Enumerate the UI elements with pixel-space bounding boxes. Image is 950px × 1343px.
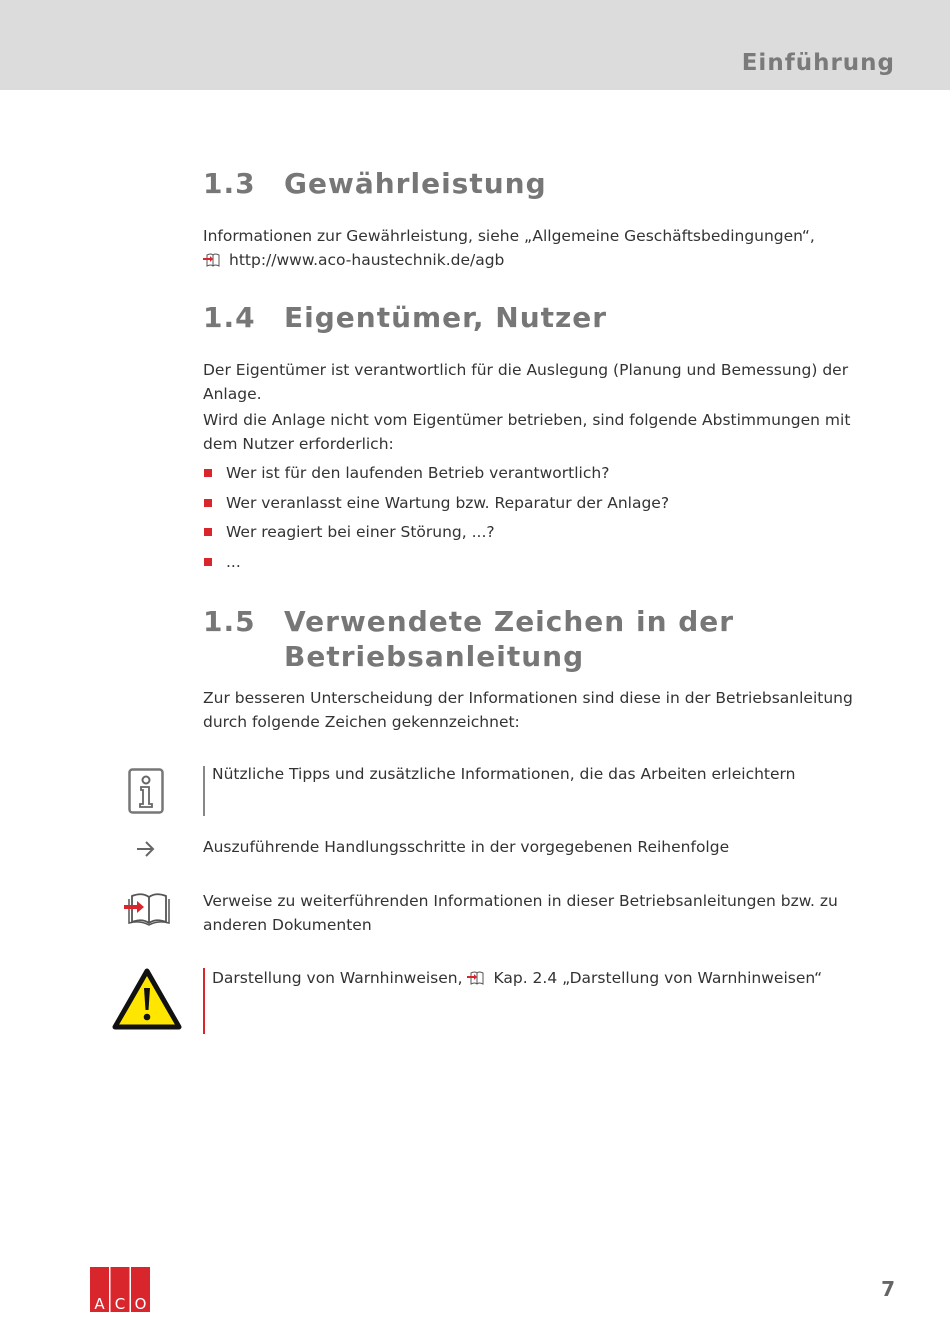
warning-marker-bar [203,968,205,1034]
step-symbol-text: Auszuführende Handlungsschritte in der vorgegebenen Reihenfolge [203,838,730,856]
header-band [0,0,950,90]
aco-logo [90,1267,150,1312]
owner-paragraph-1: Der Eigentümer ist verantwortlich für die Auslegung (Planung und Bemessung) der Anlage. [203,361,849,403]
section-1-3-text [203,224,853,272]
owner-question-list [203,461,669,579]
bullet-square-icon [204,528,212,536]
section-heading-1-4 [203,300,607,335]
agb-link[interactable]: http://www.aco-haustechnik.de/agb [229,251,505,269]
warranty-line: Informationen zur Gewährleistung, siehe „Allgemeine Geschäftsbedingungen“, [203,227,815,245]
book-reference-icon [122,892,172,926]
book-reference-icon [203,253,223,267]
page-number: 7 [881,1277,895,1301]
arrow-right-icon [135,840,157,858]
list-item: ... [203,550,669,574]
symbols-intro: Zur besseren Unterscheidung der Informationen sind diese in der Betriebsanleitung durch folgende Zeichen gekennzeichnet: [203,689,853,731]
list-item: Wer veranlasst eine Wartung bzw. Reparatur der Anlage? [203,491,669,515]
section-heading-1-5 [203,604,734,674]
warning-chapter-reference[interactable]: Kap. 2.4 „Darstellung von Warnhinweisen“ [493,969,823,987]
list-item: Wer reagiert bei einer Störung, ...? [203,520,669,544]
section-title-line2: Betriebsanleitung [284,640,585,673]
bullet-square-icon [204,469,212,477]
section-title: Verwendete Zeichen in der [284,605,735,638]
book-reference-icon [467,971,487,985]
bullet-square-icon [204,558,212,566]
chapter-title: Einführung [741,50,895,76]
section-number: 1.5 [203,605,256,638]
section-heading-1-3 [203,166,547,201]
section-title: Gewährleistung [284,167,547,200]
svg-text:A: A [94,1295,105,1312]
owner-paragraph-2: Wird die Anlage nicht vom Eigentümer betrieben, sind folgende Abstimmungen mit dem Nutzer erforderlich: [203,411,851,453]
section-number: 1.4 [203,301,256,334]
warning-triangle-icon [112,968,182,1031]
warning-symbol-text: Darstellung von Warnhinweisen, Kap. 2.4 „Darstellung von Warnhinweisen“ [212,969,823,987]
warranty-link-line [203,248,853,272]
section-number: 1.3 [203,167,256,200]
svg-text:C: C [114,1295,126,1312]
reference-symbol-text: Verweise zu weiterführenden Informationen in dieser Betriebsanleitungen bzw. zu anderen Dokumenten [203,892,838,934]
info-symbol-text: Nützliche Tipps und zusätzliche Informationen, die das Arbeiten erleichtern [212,765,796,783]
list-item: Wer ist für den laufenden Betrieb verantwortlich? [203,461,669,485]
bullet-square-icon [204,499,212,507]
svg-text:O: O [134,1295,147,1312]
section-title: Eigentümer, Nutzer [284,301,608,334]
info-icon [128,768,164,814]
info-marker-bar [203,766,205,816]
